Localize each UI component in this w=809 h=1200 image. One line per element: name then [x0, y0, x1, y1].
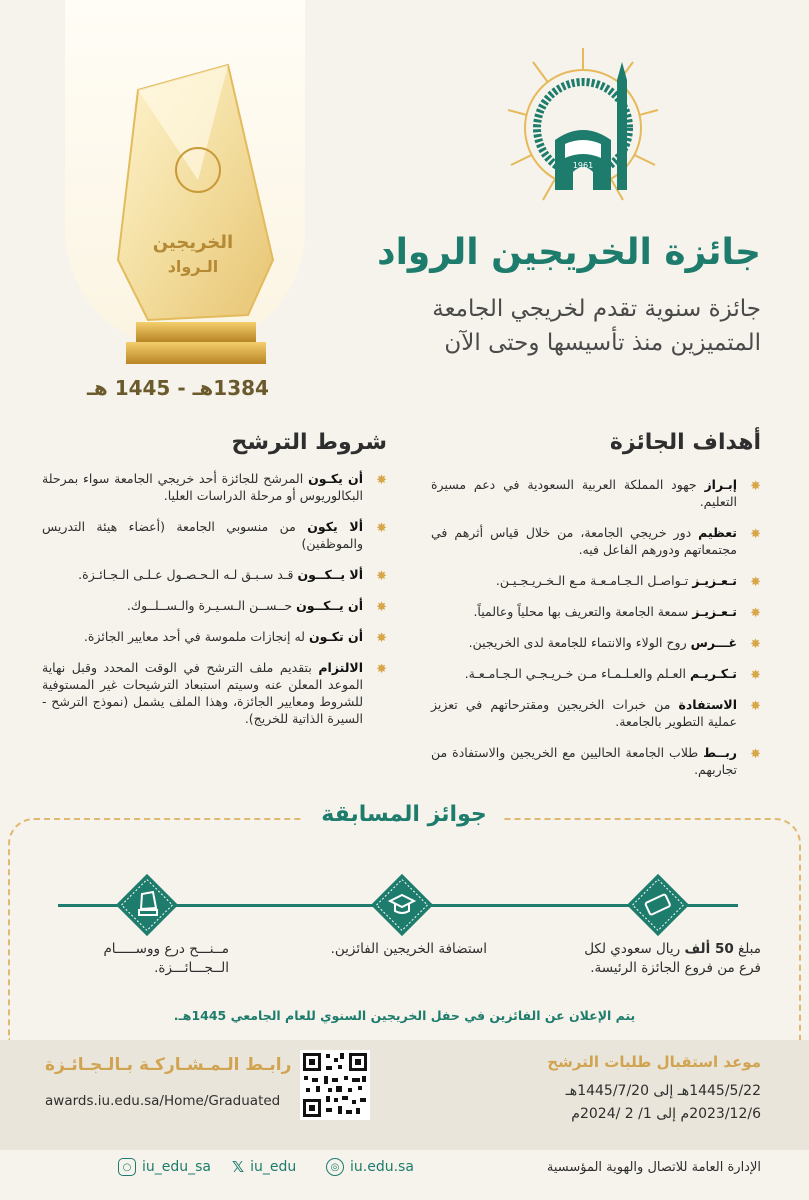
goals-item-text: سمعة الجامعة والتعريف بها محلياً وعالمياً. [473, 604, 693, 619]
conditions-item [42, 659, 387, 727]
link-url[interactable]: awards.iu.edu.sa/Home/Graduated [45, 1093, 281, 1109]
prize-shield: مــنـــح درع ووســـــام الــجـــائـــزة. [103, 941, 229, 976]
goals-item [431, 603, 761, 620]
goals-item [431, 572, 761, 589]
logo-year-gregorian: 1961 [572, 161, 594, 170]
x-link[interactable] [232, 1158, 296, 1176]
link-heading: رابـط الـمـشـاركـة بـالـجـائـزة [45, 1055, 292, 1075]
goals-item-text: العـلم والعـلـمـاء مـن خـريـجـي الـجـامـعـة. [464, 666, 690, 681]
conditions-item-text: المرشح للجائزة أحد خريجي الجامعة سواء بمرحلة البكالوريوس أو مرحلة الدراسات العليا. [42, 471, 363, 503]
goals-item [431, 524, 761, 558]
web-handle: iu.edu.sa [350, 1159, 414, 1175]
bullet-icon: ✸ [376, 569, 387, 584]
goals-item-text: من خبرات الخريجين ومقترحاتهم في تعزيز عملية التطوير بالجامعة. [431, 697, 737, 729]
qr-code[interactable] [300, 1050, 370, 1120]
goals-item-keyword: تـعـزيـز [692, 573, 737, 588]
bullet-icon: ✸ [750, 637, 761, 652]
conditions-item [42, 518, 387, 552]
conditions-item-keyword: أن يكـون [308, 471, 364, 486]
page-subtitle: جائزة سنوية تقدم لخريجي الجامعة المتميزين منذ تأسيسها وحتى الآن [432, 296, 761, 356]
conditions-item [42, 566, 387, 583]
web-link[interactable] [326, 1158, 414, 1176]
prize-money-amount: 50 ألف [684, 941, 734, 957]
conditions-item-text: حــســن الـسـيـرة والـســلــوك. [126, 598, 297, 613]
university-logo [503, 40, 663, 210]
goals-item-text: طلاب الجامعة الحاليين مع الخريجين والاستفادة من تجاربهم. [431, 745, 737, 777]
instagram-handle: iu_edu_sa [142, 1159, 212, 1175]
goals-item [431, 665, 761, 682]
conditions-item [42, 470, 387, 504]
goals-item-text: دور خريجي الجامعة، من خلال قياس أثرهم في مجتمعاتهم ودورهم الفاعل فيه. [431, 525, 737, 557]
bullet-icon: ✸ [750, 606, 761, 621]
trophy-image [108, 60, 278, 370]
graduate-icon [371, 874, 433, 936]
footer-department: الإدارة العامة للاتصال والهوية المؤسسية [546, 1160, 761, 1175]
conditions-list [42, 470, 387, 741]
goals-item-keyword: إبـراز [704, 477, 737, 492]
goals-item-keyword: الاستفادة [678, 697, 737, 712]
bullet-icon: ✸ [750, 479, 761, 494]
trophy-years: 1384هـ - 1445 هـ [87, 376, 269, 400]
goals-item-keyword: تعظيم [698, 525, 737, 540]
goals-item-keyword: ربــط [703, 745, 737, 760]
dates-hijri: 1445/5/22هـ إلى 1445/7/20هـ [565, 1083, 761, 1099]
trophy-line1: الخريجين [152, 232, 234, 253]
page-title: جائزة الخريجين الرواد [377, 232, 761, 273]
conditions-item-text: بتقديم ملف الترشح في الوقت المحدد وقبل نهاية الموعد المعلن عنه وسيتم استبعاد الترشيحات غير المستوفية للشروط ومعايير الجائزة، وهذا الملف يشمل (نموذج الترشح - السيرة الذاتية للخريج). [42, 660, 363, 726]
goals-item [431, 634, 761, 651]
conditions-item [42, 597, 387, 614]
prize-hosting: استضافة الخريجين الفائزين. [330, 941, 487, 957]
goals-item-text: روح الولاء والانتماء للجامعة لدى الخريجين. [468, 635, 691, 650]
bullet-icon: ✸ [376, 600, 387, 615]
bullet-icon: ✸ [750, 747, 761, 762]
conditions-item-keyword: أن يــكــون [296, 598, 363, 613]
bullet-icon: ✸ [750, 668, 761, 683]
money-icon [627, 874, 689, 936]
goals-heading: أهداف الجائزة [609, 430, 761, 455]
conditions-item-text: له إنجازات ملموسة في أحد معايير الجائزة. [83, 629, 309, 644]
bullet-icon: ✸ [376, 631, 387, 646]
bullet-icon: ✸ [750, 575, 761, 590]
conditions-heading: شروط الترشح [231, 430, 387, 455]
instagram-icon: ○ [118, 1158, 136, 1176]
globe-icon: ◎ [326, 1158, 344, 1176]
goals-item [431, 476, 761, 510]
bullet-icon: ✸ [376, 473, 387, 488]
conditions-item [42, 628, 387, 645]
conditions-item-keyword: ألا يكون [307, 519, 363, 534]
goals-item [431, 696, 761, 730]
prizes-heading: جوائز المسابقة [321, 802, 487, 827]
dates-gregorian: 2023/12/6م إلى 1/ 2 /2024م [571, 1106, 761, 1122]
announcement: يتم الإعلان عن الفائزين في حفل الخريجين السنوي للعام الجامعي 1445هـ. [173, 1008, 636, 1023]
prize-money [561, 940, 761, 978]
goals-list [431, 476, 761, 792]
conditions-item-keyword: ألا يــكــون [297, 567, 363, 582]
prize-money-pre: مبلغ [733, 941, 761, 957]
trophy-line2: الـرواد [167, 257, 219, 276]
prize-money-text: ريال سعودي لكل فرع من فروع الجائزة الرئيسة. [584, 941, 761, 976]
x-icon: 𝕏 [232, 1158, 245, 1176]
bullet-icon: ✸ [376, 662, 387, 677]
trophy-award-icon [116, 874, 178, 936]
conditions-item-text: قـد سـبـق لـه الـحـصـول عـلـى الـجـائـزة. [78, 567, 298, 582]
instagram-link[interactable] [118, 1158, 211, 1176]
x-handle: iu_edu [250, 1159, 297, 1175]
goals-item-keyword: غـــرس [690, 635, 737, 650]
goals-item-text: تـواصـل الـجـامـعـة مـع الـخـريـجـيـن. [495, 573, 693, 588]
bullet-icon: ✸ [750, 699, 761, 714]
dates-heading: موعد استقبال طلبات الترشح [547, 1053, 761, 1071]
conditions-item-keyword: أن تكـون [308, 629, 363, 644]
goals-item-keyword: تـكـريـم [689, 666, 737, 681]
conditions-item-keyword: الالتزام [318, 660, 363, 675]
goals-item-text: جهود المملكة العربية السعودية في دعم مسيرة التعليم. [431, 477, 737, 509]
goals-item [431, 744, 761, 778]
conditions-item-text: من منسوبي الجامعة (أعضاء هيئة التدريس والموظفين) [42, 519, 363, 551]
bullet-icon: ✸ [376, 521, 387, 536]
bullet-icon: ✸ [750, 527, 761, 542]
goals-item-keyword: تـعـزيـز [692, 604, 737, 619]
